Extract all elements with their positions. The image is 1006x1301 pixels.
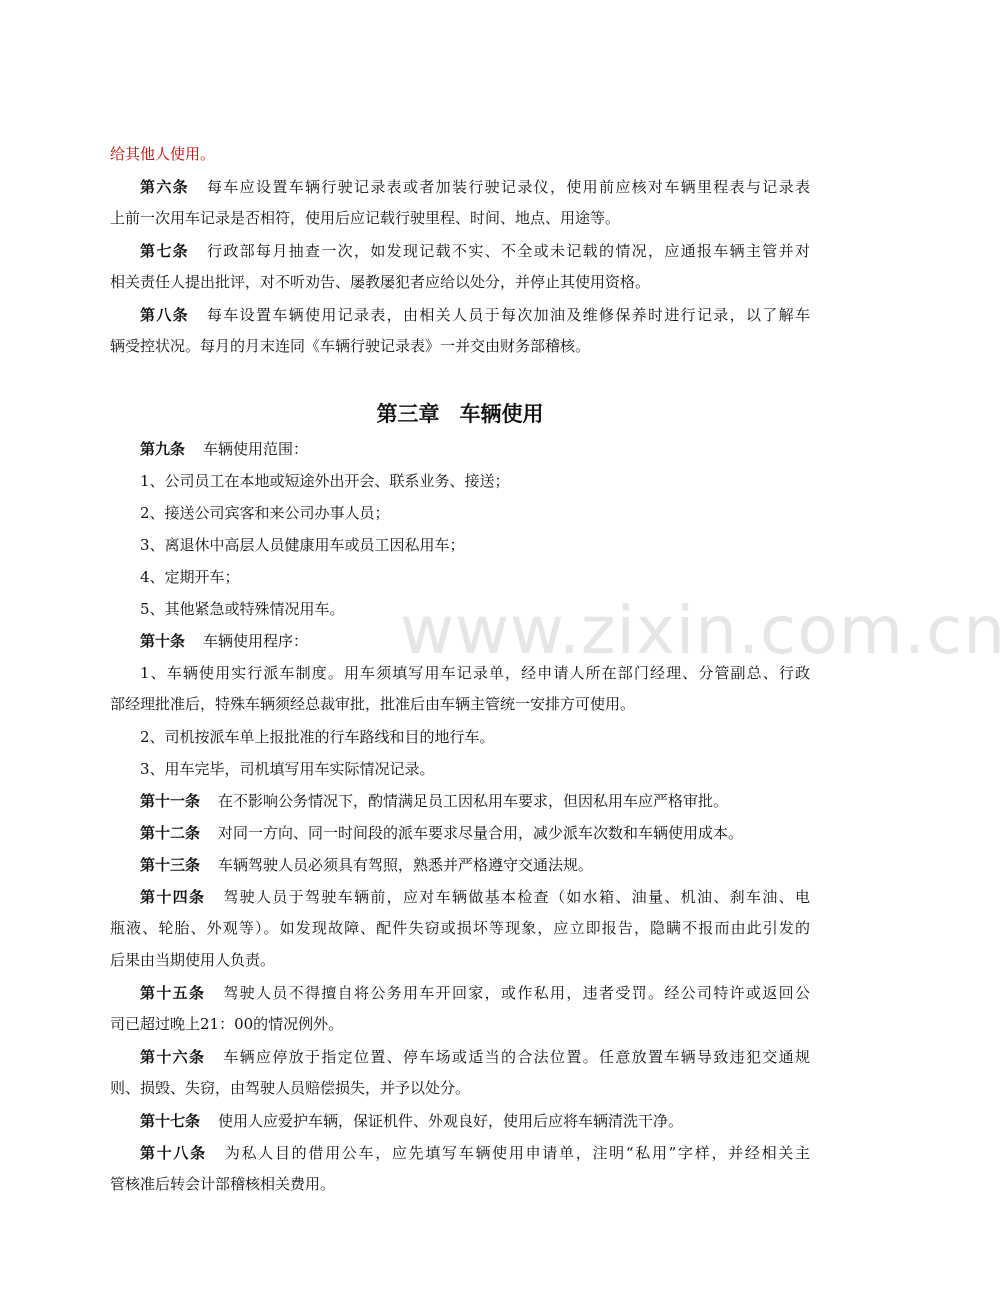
chapter-number: 第三章 (376, 402, 440, 426)
article-11 (140, 791, 810, 811)
article-16-line-1 (140, 1047, 810, 1067)
article-text: 车辆使用范围： (203, 440, 309, 458)
article-text: 行政部每月抽查一次，如发现记载不实、不全或未记载的情况，应通报车辆主管并对 (207, 242, 810, 260)
article-14-line-3: 后果由当期使用人负责。 (110, 951, 276, 969)
chapter-title: 车辆使用 (459, 402, 544, 426)
article-text: 驾驶人员不得擅自将公务用车开回家，或作私用，违者受罚。经公司特许或返回公 (223, 984, 810, 1002)
article-16-line-2: 则、损毁、失窃，由驾驶人员赔偿损失，并予以处分。 (110, 1079, 471, 1097)
article-text: 使用人应爱护车辆，保证机件、外观良好，使用后应将车辆清洗干净。 (218, 1112, 684, 1130)
list-item: 2、司机按派车单上报批准的行车路线和目的地行车。 (140, 728, 495, 746)
article-14-line-1 (140, 887, 810, 907)
list-item-continued: 部经理批准后，特殊车辆须经总裁审批，批准后由车辆主管统一安排方可使用。 (110, 695, 636, 713)
article-text: 为私人目的借用公车，应先填写车辆使用申请单，注明“私用”字样，并经相关主 (224, 1144, 810, 1162)
article-18-line-2: 管核准后转会计部稽核相关费用。 (110, 1175, 336, 1193)
article-label: 第十条 (140, 632, 186, 650)
article-text: 驾驶人员于驾驶车辆前，应对车辆做基本检查（如水箱、油量、机油、刹车油、电 (223, 888, 810, 906)
article-text: 车辆驾驶人员必须具有驾照，熟悉并严格遵守交通法规。 (218, 856, 594, 874)
article-label: 第十七条 (140, 1112, 201, 1130)
list-item: 1、车辆使用实行派车制度。用车须填写用车记录单，经申请人所在部门经理、分管副总、行政 (140, 664, 810, 682)
list-item: 2、接送公司宾客和来公司办事人员； (140, 504, 390, 522)
article-13 (140, 855, 810, 875)
article-label: 第九条 (140, 440, 186, 458)
article-12 (140, 823, 810, 843)
article-10-line-1 (140, 631, 810, 651)
chapter-heading (0, 398, 920, 428)
article-17 (140, 1111, 810, 1131)
article-label: 第十一条 (140, 792, 201, 810)
article-7-line-1 (140, 241, 810, 261)
article-text: 对同一方向、同一时间段的派车要求尽量合用，减少派车次数和车辆使用成本。 (218, 824, 744, 842)
article-text: 在不影响公务情况下，酌情满足员工因私用车要求，但因私用车应严格审批。 (218, 792, 729, 810)
article-label: 第七条 (140, 242, 189, 260)
article-7-line-2: 相关责任人提出批评，对不听劝告、屡教屡犯者应给以处分，并停止其使用资格。 (110, 273, 651, 291)
watermark: www.zixin.com.cn (400, 592, 1006, 669)
list-item: 1、公司员工在本地或短途外出开会、联系业务、接送； (140, 472, 510, 490)
article-text: 每车设置车辆使用记录表，由相关人员于每次加油及维修保养时进行记录，以了解车 (207, 306, 810, 324)
article-6-line-1 (140, 177, 810, 197)
article-label: 第十二条 (140, 824, 201, 842)
article-9-line-1 (140, 439, 810, 459)
article-label: 第十四条 (140, 888, 206, 906)
article-text: 车辆应停放于指定位置、停车场或适当的合法位置。任意放置车辆导致违犯交通规 (223, 1048, 810, 1066)
article-label: 第八条 (140, 306, 189, 324)
article-label: 第六条 (140, 178, 189, 196)
article-label: 第十八条 (140, 1144, 207, 1162)
article-14-line-2: 瓶液、轮胎、外观等）。如发现故障、配件失窃或损坏等现象，应立即报告，隐瞒不报而由此引发的 (110, 919, 810, 937)
article-8-line-2: 辆受控状况。每月的月末连同《车辆行驶记录表》一并交由财务部稽核。 (110, 337, 591, 355)
article-15-line-2: 司已超过晚上21：00的情况例外。 (110, 1015, 344, 1033)
list-item: 5、其他紧急或特殊情况用车。 (140, 600, 345, 618)
article-label: 第十三条 (140, 856, 201, 874)
text-line: 给其他人使用。 (110, 145, 216, 163)
list-item: 4、定期开车； (140, 568, 240, 586)
article-text: 车辆使用程序： (203, 632, 309, 650)
article-18-line-1 (140, 1143, 810, 1163)
article-label: 第十五条 (140, 984, 206, 1002)
article-15-line-1 (140, 983, 810, 1003)
list-item: 3、离退休中高层人员健康用车或员工因私用车； (140, 536, 465, 554)
list-item: 3、用车完毕，司机填写用车实际情况记录。 (140, 760, 435, 778)
article-label: 第十六条 (140, 1048, 206, 1066)
article-text: 每车应设置车辆行驶记录表或者加装行驶记录仪，使用前应核对车辆里程表与记录表 (207, 178, 810, 196)
article-6-line-2: 上前一次用车记录是否相符，使用后应记载行驶里程、时间、地点、用途等。 (110, 209, 621, 227)
article-8-line-1 (140, 305, 810, 325)
